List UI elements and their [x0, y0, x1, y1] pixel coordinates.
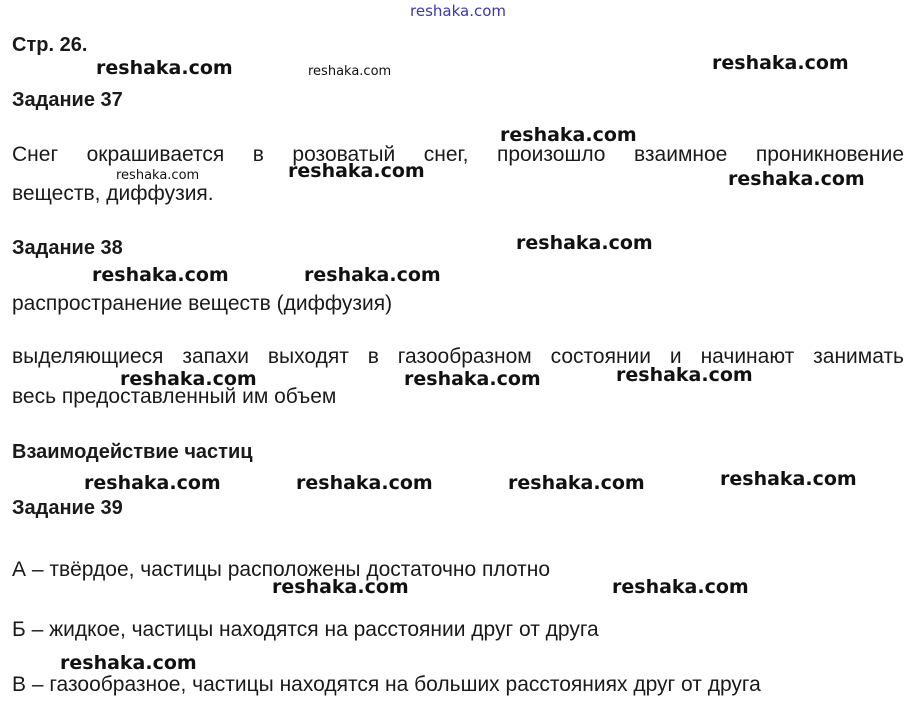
task-37-line-2: веществ, диффузия. — [12, 182, 214, 205]
task-38-line-1: распространение веществ (диффузия) — [12, 292, 393, 315]
task-38-line-2: выделяющиеся запахи выходят в газообразном состоянии и начинают занимать — [12, 345, 904, 368]
watermark: reshaka.com — [84, 472, 221, 494]
watermark: reshaka.com — [516, 232, 653, 254]
watermark: reshaka.com — [304, 264, 441, 286]
watermark: reshaka.com — [60, 652, 197, 674]
task-38-line-3: весь предоставленный им объем — [12, 385, 337, 408]
watermark: reshaka.com — [288, 160, 425, 182]
watermark-small: reshaka.com — [116, 168, 200, 183]
watermark: reshaka.com — [712, 52, 849, 74]
watermark: reshaka.com — [720, 468, 857, 490]
watermark: reshaka.com — [616, 364, 753, 386]
task-39-line-a: А – твёрдое, частицы расположены достаточно плотно — [12, 558, 551, 581]
page-header: Стр. 26. — [12, 34, 88, 56]
task-39-line-b: Б – жидкое, частицы находятся на расстоянии друг от друга — [12, 618, 599, 641]
watermark: reshaka.com — [728, 168, 865, 190]
watermark: reshaka.com — [272, 576, 409, 598]
watermark: reshaka.com — [612, 576, 749, 598]
task-39-heading: Задание 39 — [12, 497, 123, 519]
task-37-heading: Задание 37 — [12, 89, 123, 111]
watermark-top: reshaka.com — [410, 2, 506, 20]
watermark: reshaka.com — [92, 264, 229, 286]
watermark: reshaka.com — [404, 368, 541, 390]
watermark: reshaka.com — [500, 124, 637, 146]
watermark: reshaka.com — [296, 472, 433, 494]
section-heading: Взаимодействие частиц — [12, 441, 253, 463]
task-39-line-c: В – газообразное, частицы находятся на больших расстояниях друг от друга — [12, 673, 761, 696]
watermark: reshaka.com — [96, 57, 233, 79]
watermark-small: reshaka.com — [308, 64, 392, 79]
watermark: reshaka.com — [508, 472, 645, 494]
task-37-line-1: Снег окрашивается в розоватый снег, произошло взаимное проникновение — [12, 143, 904, 166]
watermark: reshaka.com — [120, 368, 257, 390]
task-38-heading: Задание 38 — [12, 237, 123, 259]
